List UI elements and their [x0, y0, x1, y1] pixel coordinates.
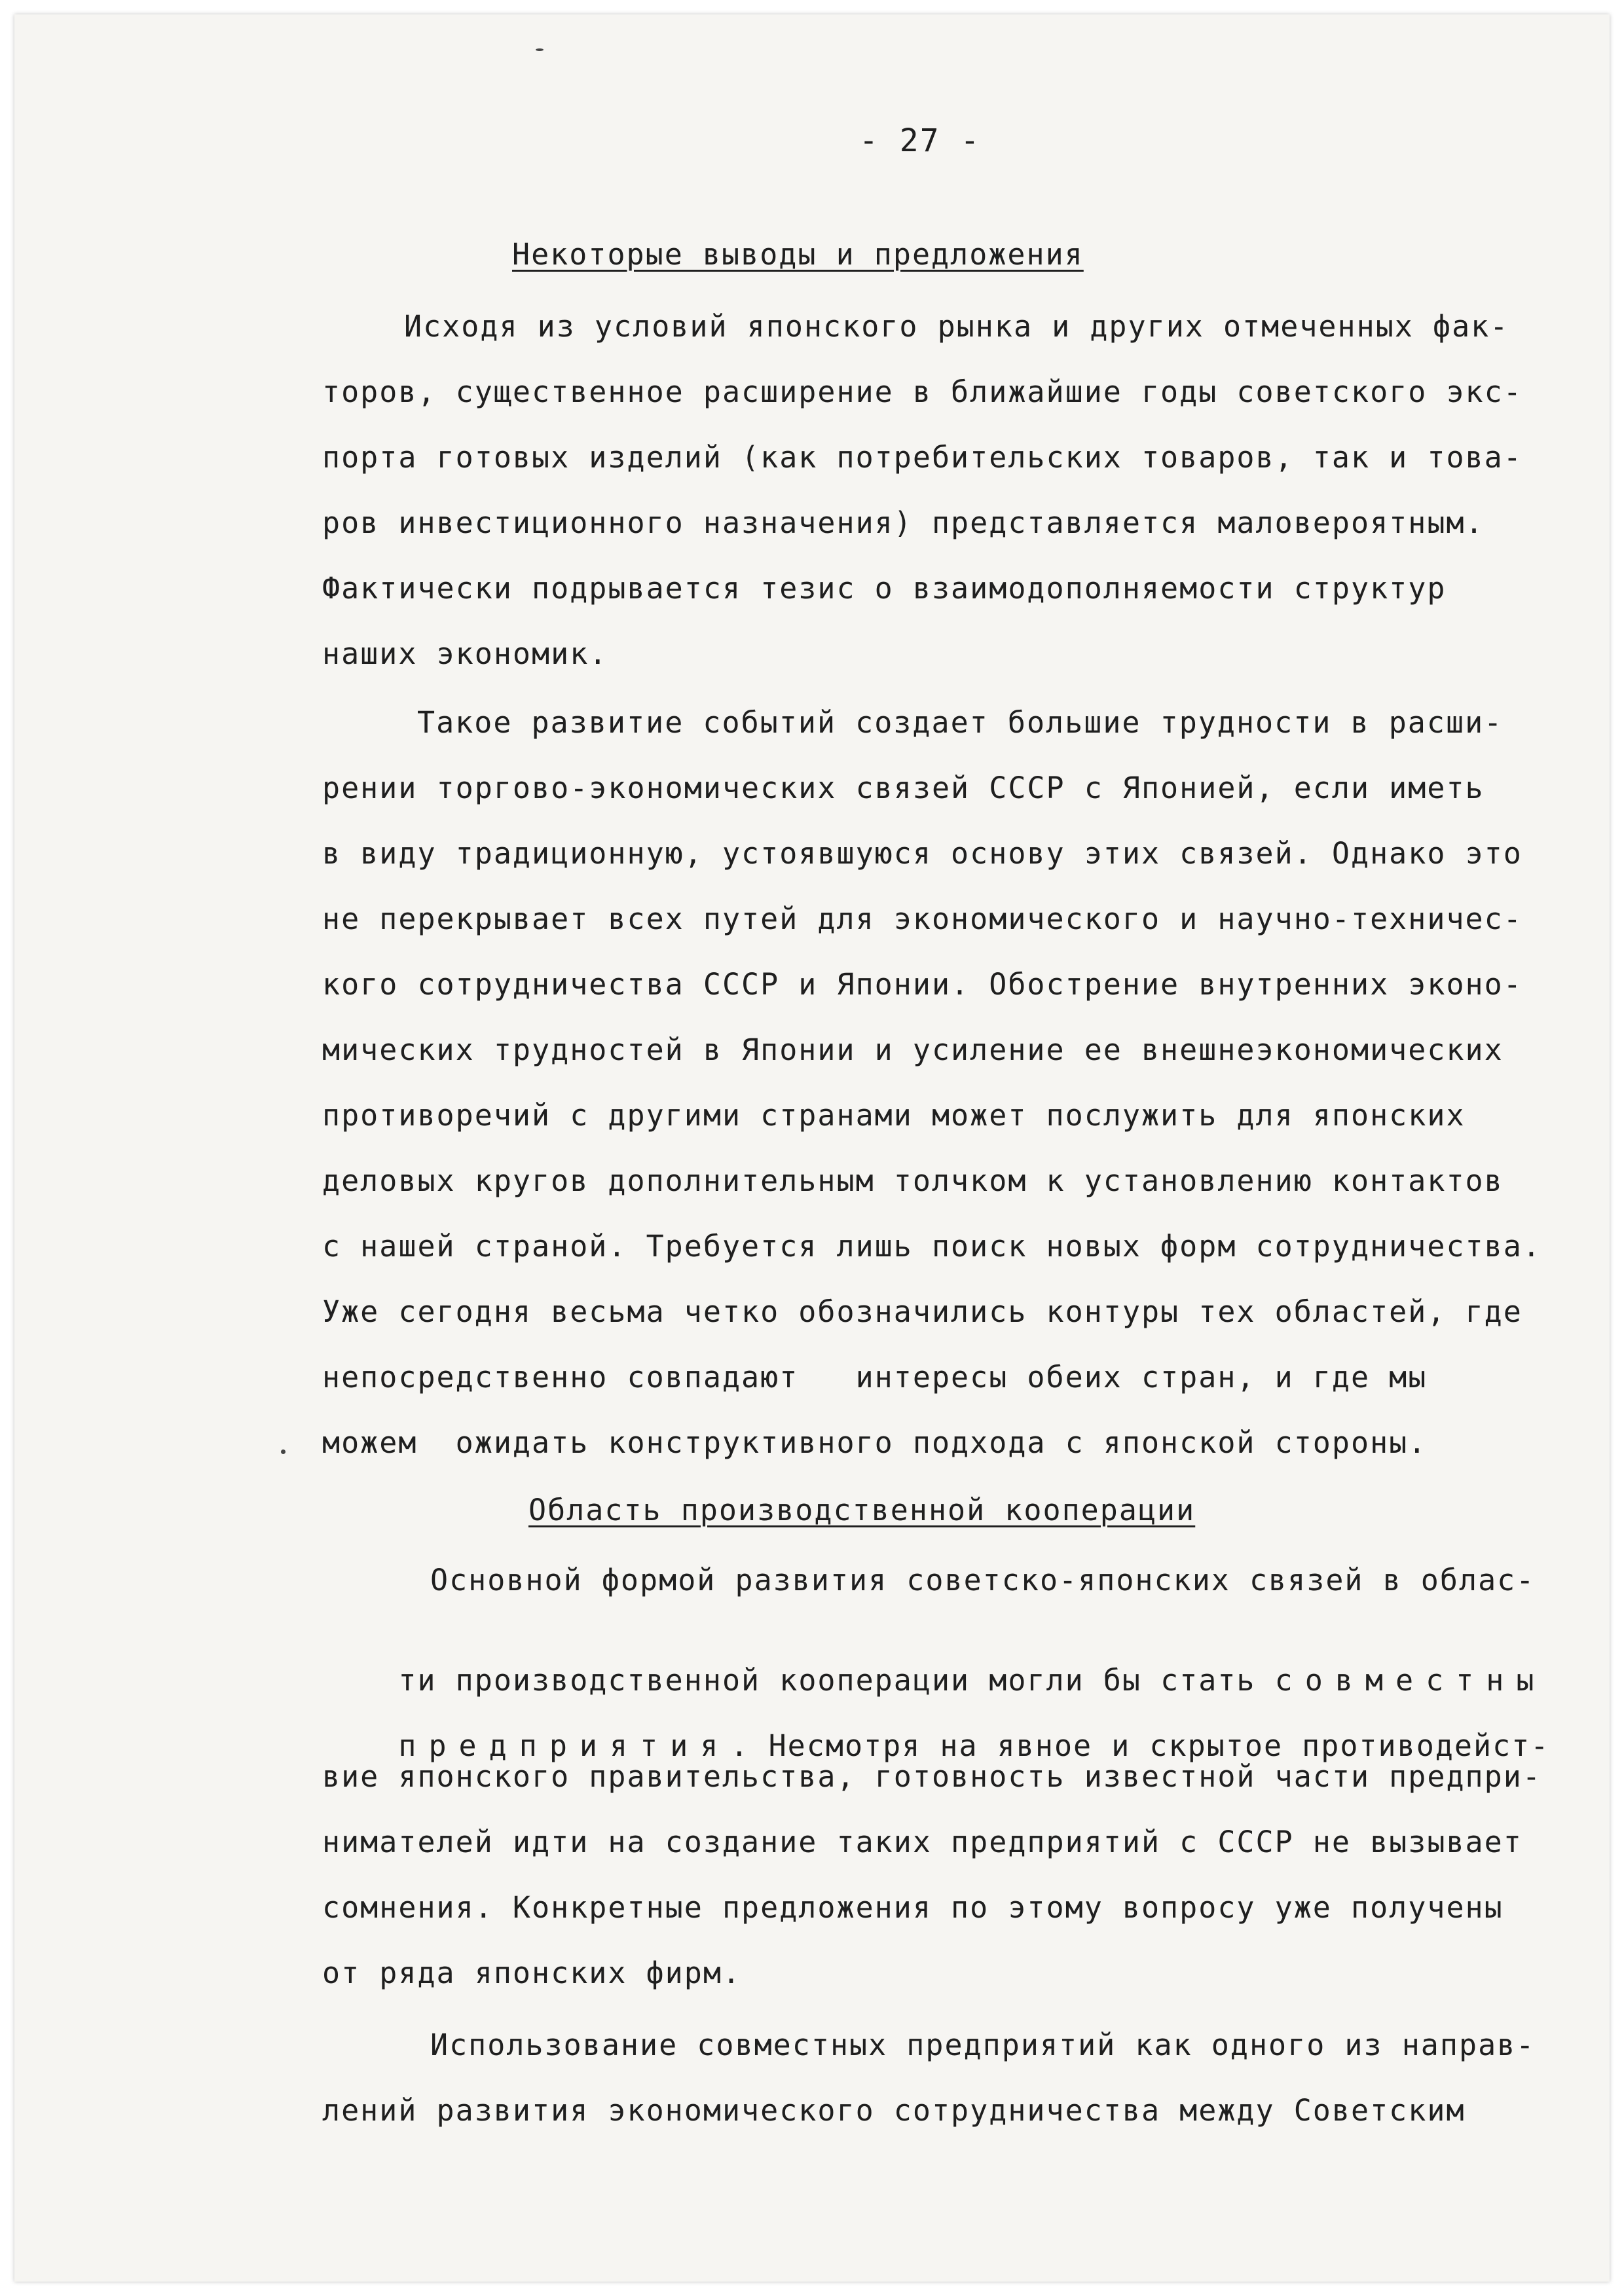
spaced-emphasis: совместны [1274, 1663, 1547, 1698]
section-heading-conclusions: Некоторые выводы и предложения [512, 237, 1084, 272]
document-page [14, 14, 1610, 2282]
text-line: в виду традиционную, устоявшуюся основу этих связей. Однако это [322, 836, 1522, 871]
text-line: Основной формой развития советско-японских связей в облас- [430, 1563, 1536, 1597]
text-line: рении торгово-экономических связей СССР с Японией, если иметь [322, 771, 1485, 805]
text-line: Фактически подрывается тезис о взаимодополняемости структур [322, 571, 1447, 606]
section-heading-production-cooperation: Область производственной кооперации [528, 1493, 1196, 1527]
text-line: порта готовых изделий (как потребительских товаров, так и това- [322, 440, 1522, 475]
text-line: ров инвестиционного назначения) представляется маловероятным. [322, 505, 1485, 540]
page-number: - 27 - [859, 122, 981, 159]
ink-speck [281, 1449, 286, 1454]
text-line: противоречий с другими странами может послужить для японских [322, 1098, 1466, 1133]
text-line: с нашей страной. Требуется лишь поиск новых форм сотрудничества. [322, 1229, 1541, 1264]
text-line: нимателей идти на создание таких предприятий с СССР не вызывает [322, 1825, 1522, 1859]
text-line: от ряда японских фирм. [322, 1956, 742, 1990]
text-line: не перекрывает всех путей для экономического и научно-техничес- [322, 902, 1522, 936]
text-line: торов, существенное расширение в ближайшие годы советского экс- [322, 374, 1522, 409]
text-line: непосредственно совпадают интересы обеих стран, и где мы [322, 1360, 1428, 1394]
text-segment: . Несмотря на явное и скрытое противодейст- [730, 1728, 1550, 1763]
text-line: Уже сегодня весьма четко обозначились контуры тех областей, где [322, 1294, 1522, 1329]
text-line: Исходя из условий японского рынка и других отмеченных фак- [404, 309, 1509, 344]
text-line: наших экономик. [322, 636, 608, 671]
text-line: лений развития экономического сотрудничества между Советским [322, 2093, 1466, 2128]
text-line: можем ожидать конструктивного подхода с японской стороны. [322, 1425, 1428, 1460]
text-line: вие японского правительства, готовность известной части предпри- [322, 1759, 1541, 1794]
text-line: кого сотрудничества СССР и Японии. Обострение внутренних эконо- [322, 967, 1522, 1002]
ink-speck [536, 48, 544, 51]
text-line: сомнения. Конкретные предложения по этому вопросу уже получены [322, 1890, 1504, 1925]
text-line: Такое развитие событий создает большие трудности в расши- [417, 705, 1504, 740]
text-line: Использование совместных предприятий как одного из направ- [430, 2028, 1536, 2062]
text-line: мических трудностей в Японии и усиление ее внешнеэкономических [322, 1032, 1504, 1067]
spaced-emphasis: предприятия [398, 1728, 731, 1763]
text-segment: ти производственной кооперации могли бы стать [398, 1663, 1275, 1698]
text-line: деловых кругов дополнительным толчком к установлению контактов [322, 1163, 1504, 1198]
